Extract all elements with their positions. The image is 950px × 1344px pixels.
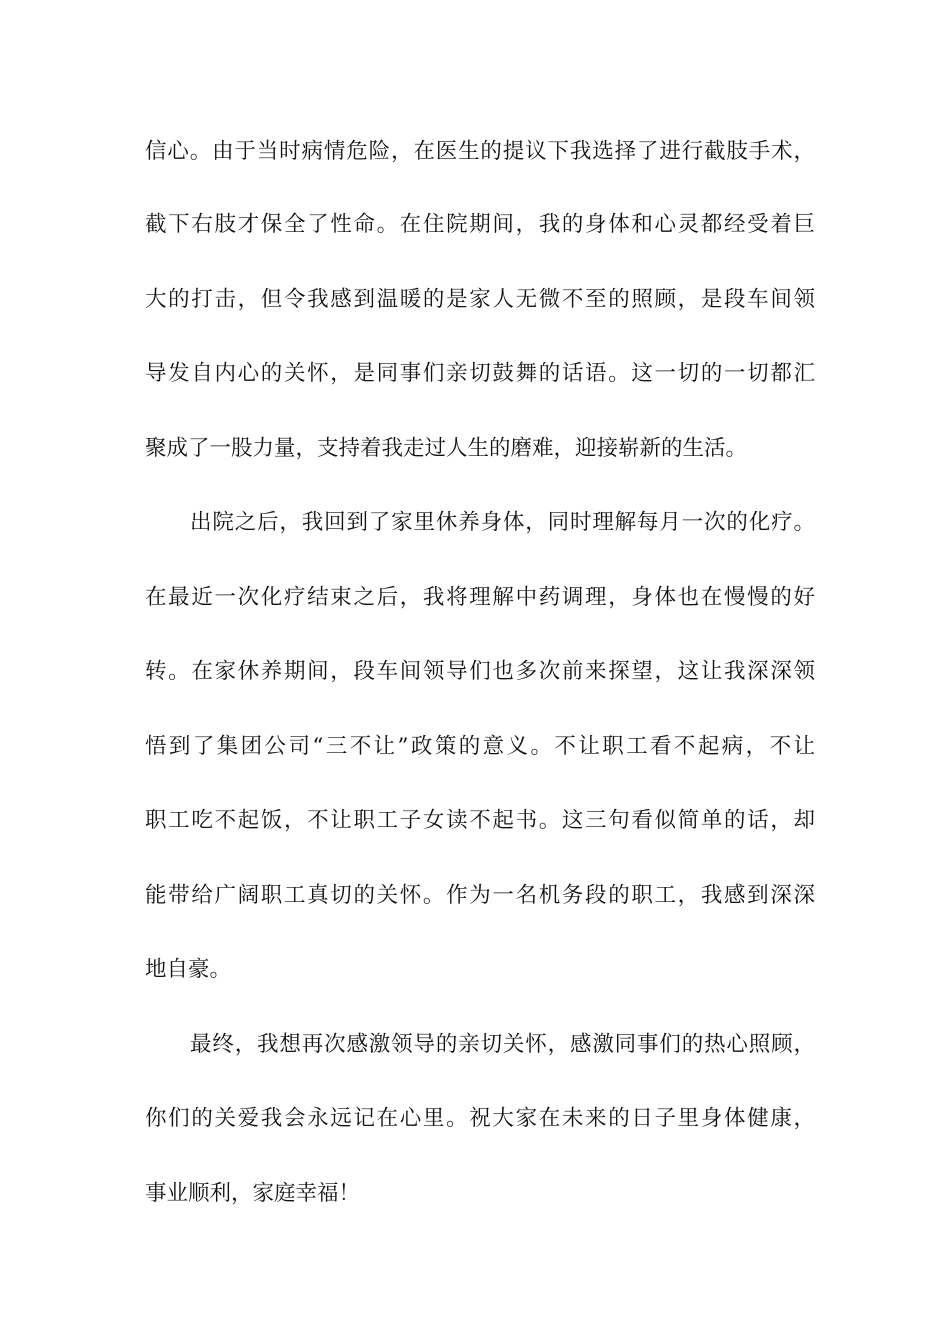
text-line-6: 出院之后，我回到了家里休养身体，同时理解每月一次的化疗。 xyxy=(190,510,815,535)
text-line-7: 在最近一次化疗结束之后，我将理解中药调理，身体也在慢慢的好 xyxy=(145,585,815,610)
text-line-11: 能带给广阔职工真切的关怀。作为一名机务段的职工，我感到深深 xyxy=(145,883,815,908)
text-line-13: 最终，我想再次感激领导的亲切关怀，感激同事们的热心照顾， xyxy=(190,1032,815,1057)
text-line-14: 你们的关爱我会永远记在心里。祝大家在未来的日子里身体健康， xyxy=(145,1106,815,1131)
text-line-3: 大的打击，但令我感到温暖的是家人无微不至的照顾，是段车间领 xyxy=(145,287,815,312)
text-line-4: 导发自内心的关怀，是同事们亲切鼓舞的话语。这一切的一切都汇 xyxy=(145,361,815,386)
text-line-1: 信心。由于当时病情危险，在医生的提议下我选择了进行截肢手术， xyxy=(145,139,815,164)
text-line-2: 截下右肢才保全了性命。在住院期间，我的身体和心灵都经受着巨 xyxy=(145,212,815,237)
text-line-10: 职工吃不起饭，不让职工子女读不起书。这三句看似简单的话，却 xyxy=(145,808,815,833)
text-line-8: 转。在家休养期间，段车间领导们也多次前来探望，这让我深深领 xyxy=(145,659,815,684)
text-line-9: 悟到了集团公司“三不让”政策的意义。不让职工看不起病，不让 xyxy=(145,734,815,759)
text-line-5: 聚成了一股力量，支持着我走过人生的磨难，迎接崭新的生活。 xyxy=(145,436,748,461)
text-line-12: 地自豪。 xyxy=(145,957,232,982)
text-line-15: 事业顺利，家庭幸福！ xyxy=(145,1181,361,1206)
